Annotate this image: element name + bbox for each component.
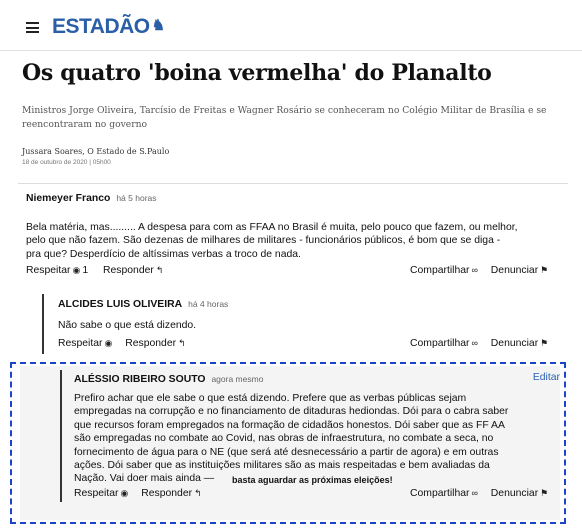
denunciar-button[interactable]: Denunciar ⚑ (490, 338, 549, 349)
divider (18, 183, 568, 184)
denunciar-button[interactable]: Denunciar ⚑ (490, 265, 549, 276)
reply-icon: ↰ (178, 338, 186, 348)
comment-body (58, 319, 196, 332)
comment-actions (74, 488, 204, 499)
comment-line: pra que? Desperdício de altíssimas verbas a troco de nada. (26, 248, 301, 260)
comment-header (58, 299, 228, 310)
reply-icon: ↰ (194, 488, 202, 498)
comment-time: agora mesmo (211, 374, 264, 384)
compartilhar-button[interactable]: Compartilhar ∞ (410, 338, 478, 349)
comment-time: há 4 horas (188, 299, 229, 309)
comment-line: Não sabe o que está dizendo. (58, 320, 197, 331)
article-title: Os quatro 'boina vermelha' do Planalto (22, 60, 492, 86)
comment-author[interactable]: ALCIDES LUIS OLIVEIRA (58, 299, 183, 310)
flag-icon: ⚑ (540, 488, 549, 498)
reply-indicator (60, 370, 62, 502)
comment-actions (58, 338, 188, 349)
link-icon: ∞ (471, 488, 478, 498)
comment-author[interactable]: Niemeyer Franco (26, 193, 111, 204)
byline: Jussara Soares, O Estado de S.Paulo (22, 147, 170, 156)
responder-button[interactable]: Responder ↰ (125, 338, 186, 349)
comment-body (74, 392, 508, 486)
respeitar-button[interactable]: Respeitar ◉ (74, 488, 129, 499)
link-icon: ∞ (471, 338, 478, 348)
top-bar (0, 0, 582, 51)
comment-author[interactable]: ALÉSSIO RIBEIRO SOUTO (74, 374, 206, 385)
comment-line: Bela matéria, mas......... A despesa para com as FFAA no Brasil é muita, pelo pouco que fazem, ou melhor, (26, 222, 518, 233)
comment-actions (26, 265, 165, 276)
link-icon: ∞ (471, 265, 478, 275)
compartilhar-button[interactable]: Compartilhar ∞ (410, 265, 478, 276)
comment-line: empregadas na corrupção e no financiamento de ditaduras hediondas. Dói para o cabra saber (74, 406, 509, 418)
reply-icon: ↰ (155, 265, 164, 275)
comment-line: são empregadas no combate ao Covid, nas obras de infraestrutura, no combate a seca, no (74, 433, 494, 445)
reply-indicator (42, 294, 44, 354)
comment-actions-right (410, 488, 550, 499)
denunciar-button[interactable]: Denunciar ⚑ (490, 488, 549, 499)
comment-header (26, 193, 157, 204)
hamburger-icon[interactable] (26, 22, 39, 33)
comment-time: há 5 horas (116, 193, 157, 203)
responder-button[interactable]: Responder ↰ (103, 265, 164, 276)
comment-line: pelo que não fazem. São dezenas de milhares de militares - funcionários públicos, é bom que se diga - (26, 235, 501, 247)
article-subtitle: Ministros Jorge Oliveira, Tarcísio de Freitas e Wagner Rosário se conheceram no Colégio Militar de Brasília e se reencontraram no governo (22, 105, 547, 130)
comment-actions-right (410, 338, 550, 349)
comment-line: Prefiro achar que ele sabe o que está dizendo. Prefere que as verbas públicas sejam (74, 393, 467, 404)
comment-line: fornecimento de água para o NE (que será até desnecessário a partir de agora) e em outras (74, 446, 499, 458)
publish-date: 18 de outubro de 2020 | 05h00 (22, 159, 111, 166)
edit-button[interactable]: Editar (532, 372, 560, 383)
respeitar-button[interactable]: Respeitar ◉ 1 (26, 265, 89, 276)
comment-actions-right (410, 265, 550, 276)
compartilhar-button[interactable]: Compartilhar ∞ (410, 488, 478, 499)
flag-icon: ⚑ (540, 265, 549, 275)
horse-rider-icon: ♞ (151, 17, 165, 34)
comment-header (74, 374, 263, 385)
respeitar-button[interactable]: Respeitar ◉ (58, 338, 113, 349)
comment-line: Nação. Vai doer mais ainda — (74, 473, 215, 485)
comment-line: ações. Dói saber que as instituições militares são as mais respeitadas e bem avaliadas da (74, 460, 490, 472)
comment-body (26, 221, 518, 261)
comment-line: que recursos foram empregados na formação de cidadãos honestos. Dói saber que as FF AA (74, 419, 505, 431)
eye-icon: ◉ (120, 488, 129, 498)
comment-addendum: basta aguardar as próximas eleições! (232, 475, 393, 485)
eye-icon: ◉ (104, 338, 113, 348)
logo[interactable]: ESTADÃO ♞ (52, 15, 165, 38)
eye-icon: ◉ (72, 265, 81, 275)
flag-icon: ⚑ (540, 338, 549, 348)
responder-button[interactable]: Responder ↰ (141, 488, 202, 499)
